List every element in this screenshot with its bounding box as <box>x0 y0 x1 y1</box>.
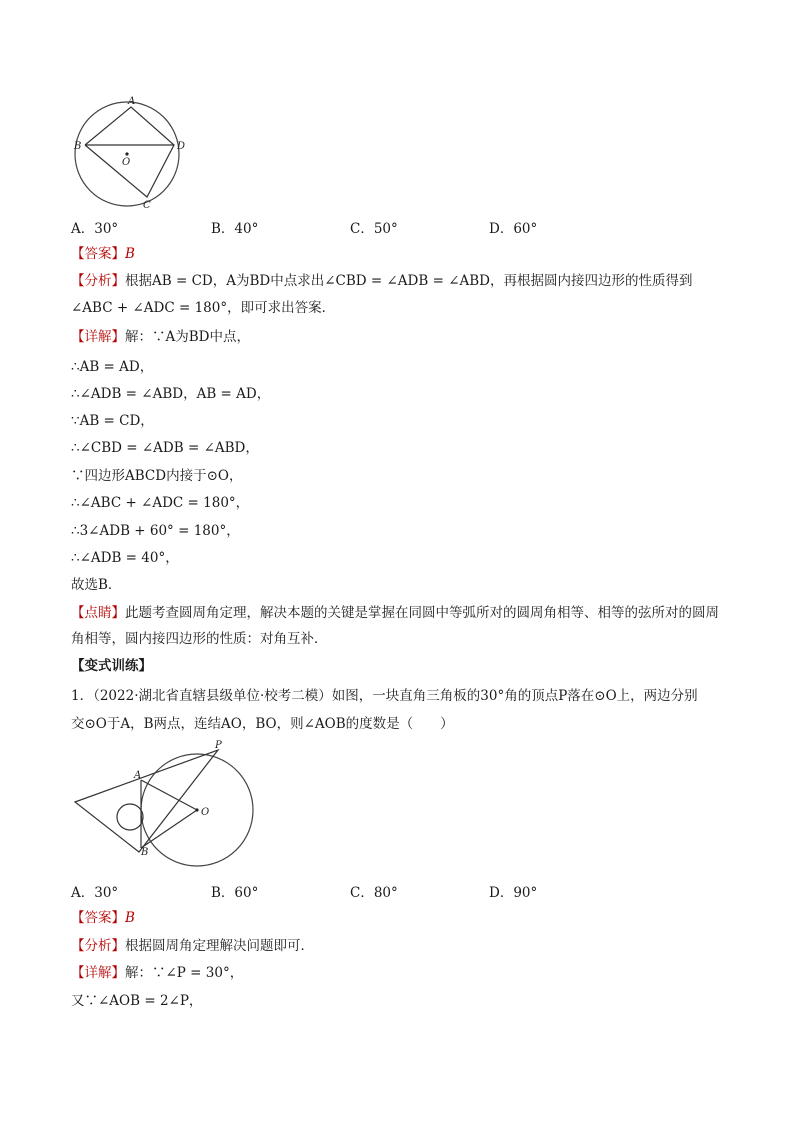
q1-step-2: ∴∠ADB = ∠ABD，AB = AD， <box>71 386 271 402</box>
q2-option-c[interactable]: C．80° <box>350 885 398 901</box>
q1-answer-line <box>71 244 135 264</box>
label-b2: B <box>141 847 149 858</box>
q1-step-7: ∴3∠ADB + 60° = 180°， <box>71 523 240 539</box>
q1-comment <box>71 600 721 652</box>
q2-analysis-line <box>71 936 314 956</box>
q1-option-c[interactable]: C．50° <box>350 221 398 237</box>
label-o2: O <box>201 807 210 818</box>
detail-tag: 【详解】 <box>71 329 125 345</box>
label-d: D <box>177 141 186 152</box>
q1-step-3: ∵AB = CD， <box>71 413 154 429</box>
label-a: A <box>128 96 136 107</box>
q2-detail-line-2: 又∵∠AOB = 2∠P， <box>71 993 203 1009</box>
detail-text: 解：∵A为BD中点， <box>125 329 250 345</box>
answer-value: B <box>125 246 135 262</box>
q2-option-b[interactable]: B．60° <box>211 885 259 901</box>
q2-stem-line-2: 交⊙O于A，B两点，连结AO，BO，则∠AOB的度数是（ ） <box>71 716 454 732</box>
q2-detail-tag: 【详解】 <box>71 965 125 981</box>
figure-triangle-ruler-circle <box>70 738 270 868</box>
q2-analysis-tag: 【分析】 <box>71 938 125 954</box>
comment-tag: 【点睛】 <box>71 605 125 621</box>
q2-option-a[interactable]: A．30° <box>71 885 119 901</box>
q1-conclusion: 故选B． <box>71 577 122 593</box>
q1-analysis-line-1 <box>71 271 693 291</box>
label-a2: A <box>134 770 142 781</box>
q1-step-5: ∵四边形ABCD内接于⊙O， <box>71 468 243 484</box>
q2-analysis-text: 根据圆周角定理解决问题即可． <box>125 938 314 954</box>
label-p: P <box>215 740 222 751</box>
q1-option-d[interactable]: D．60° <box>489 221 538 237</box>
q1-step-1: ∴AB = AD， <box>71 359 154 375</box>
comment-text: 此题考查圆周角定理，解决本题的关键是掌握在同圆中等弧所对的圆周角相等、相等的弦所对的圆周角相等，圆内接四边形的性质：对角互补． <box>71 605 719 647</box>
q1-analysis-line-2: ∠ABC + ∠ADC = 180°，即可求出答案． <box>71 300 336 316</box>
q2-answer-value: B <box>125 910 135 926</box>
section-title: 【变式训练】 <box>71 658 152 674</box>
q2-option-d[interactable]: D．90° <box>489 885 538 901</box>
q1-step-6: ∴∠ABC + ∠ADC = 180°， <box>71 495 250 511</box>
label-c: C <box>143 200 151 211</box>
q2-stem-line-1: 1．（2022·湖北省直辖县级单位·校考二模）如图，一块直角三角板的30°角的顶点P落在⊙O上，两边分别 <box>71 688 698 704</box>
q1-option-b[interactable]: B．40° <box>211 221 259 237</box>
label-b: B <box>74 141 82 152</box>
q2-answer-line <box>71 908 135 928</box>
q2-answer-tag: 【答案】 <box>71 910 125 926</box>
q1-step-8: ∴∠ADB = 40°， <box>71 550 179 566</box>
q2-detail-line-1 <box>71 963 243 983</box>
q1-option-a[interactable]: A．30° <box>71 221 119 237</box>
analysis-text: 根据AB = CD，A为BD中点求出∠CBD = ∠ADB = ∠ABD，再根据圆内接四边形的性质得到 <box>125 273 693 289</box>
analysis-tag: 【分析】 <box>71 273 125 289</box>
q2-detail-text: 解：∵∠P = 30°， <box>125 965 244 981</box>
label-o: O <box>122 157 131 168</box>
q1-step-4: ∴∠CBD = ∠ADB = ∠ABD， <box>71 440 259 456</box>
q1-detail-line <box>71 327 250 347</box>
answer-tag: 【答案】 <box>71 246 125 262</box>
figure-circle-abcd <box>70 92 200 212</box>
